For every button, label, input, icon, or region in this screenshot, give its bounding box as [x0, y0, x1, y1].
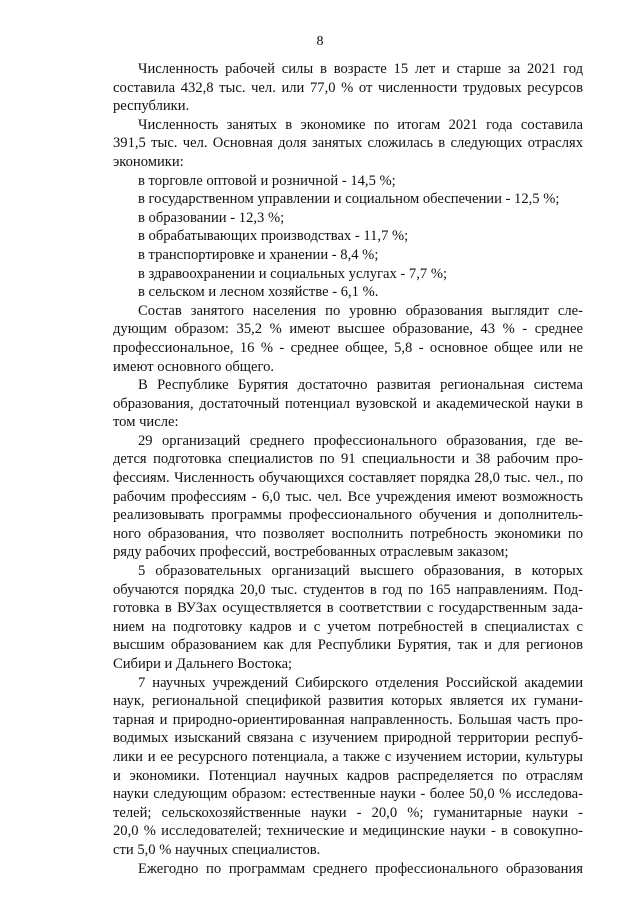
text-line: фессиям. Численность обучающихся составляет порядка 28,0 тыс. чел., по: [113, 470, 583, 487]
text-line: и экономики. Потенциал научных кадров распределяется по отраслям: [113, 767, 583, 784]
text-line: в сельском и лесном хозяйстве - 6,1 %.: [138, 284, 379, 301]
text-line: в торговле оптовой и розничной - 14,5 %;: [138, 172, 396, 189]
text-line: имеют основного общего.: [113, 358, 275, 375]
text-line: республики.: [113, 98, 190, 115]
text-line: рабочим профессиям - 6,0 тыс. чел. Все учреждения имеют возможность: [113, 488, 583, 505]
text-line: в транспортировке и хранении - 8,4 %;: [138, 246, 379, 263]
text-line: водимых изысканий связана с изучением природной территории респуб-: [113, 730, 583, 747]
text-line: реализовывать программы профессионального обучения и дополнитель-: [113, 507, 583, 524]
text-line: составила 432,8 тыс. чел. или 77,0 % от численности трудовых ресурсов: [113, 79, 583, 96]
text-line: В Республике Бурятия достаточно развитая региональная система: [138, 377, 583, 394]
text-line: лики и ее ресурсного потенциала, а также с изучением истории, культуры: [113, 748, 583, 765]
text-line: тарная и природно-ориентированная направленность. Большая часть про-: [113, 711, 583, 728]
text-line: в государственном управлении и социальном обеспечении - 12,5 %;: [138, 191, 560, 208]
text-line: Сибири и Дальнего Востока;: [113, 656, 293, 672]
text-line: нием на подготовку кадров и с учетом потребностей в специалистах с: [113, 618, 583, 635]
text-line: наук, региональной спецификой развития которых является их гумани-: [113, 693, 583, 710]
text-line: сти 5,0 % научных специалистов.: [113, 841, 321, 858]
page-number: 8: [316, 34, 324, 49]
text-line: ряду рабочих профессий, востребованных отраслевым заказом;: [113, 544, 509, 561]
text-line: 391,5 тыс. чел. Основная доля занятых сложилась в следующих отраслях: [113, 135, 583, 152]
text-line: обучаются порядка 20,0 тыс. студентов в год по 165 направлениям. Под-: [113, 581, 583, 598]
text-line: телей; сельскохозяйственные науки - 20,0 %; гуманитарные науки -: [113, 804, 583, 821]
text-line: дующим образом: 35,2 % имеют высшее образование, 43 % - среднее: [113, 321, 583, 338]
body-text: [113, 60, 583, 878]
text-line: профессиональное, 16 % - среднее общее, 5,8 - основное общее или не: [113, 339, 583, 356]
text-line: дется подготовка специалистов по 91 специальности и 38 рабочим про-: [113, 451, 583, 468]
text-line: Численность рабочей силы в возрасте 15 лет и старше за 2021 год: [138, 61, 583, 77]
text-line: Состав занятого населения по уровню образования выглядит сле-: [138, 302, 583, 319]
text-line: в образовании - 12,3 %;: [138, 209, 285, 226]
text-line: Ежегодно по программам среднего профессионального образования: [138, 860, 583, 877]
text-line: 7 научных учреждений Сибирского отделения Российской академии: [138, 674, 583, 691]
text-line: науки следующим образом: естественные науки - более 50,0 % исследова-: [113, 786, 583, 803]
text-line: экономики:: [113, 153, 184, 170]
text-line: готовка в ВУЗах осуществляется в соответствии с государственным зада-: [113, 600, 583, 617]
text-line: образования, достаточный потенциал вузовской и академической науки в: [113, 395, 583, 412]
text-line: 29 организаций среднего профессионального образования, где ве-: [138, 432, 583, 449]
text-line: 20,0 % исследователей; технические и медицинские науки - в совокупно-: [113, 823, 583, 840]
text-line: Численность занятых в экономике по итогам 2021 года составила: [138, 116, 583, 133]
text-line: высшим образованием как для Республики Бурятия, так и для регионов: [113, 637, 583, 654]
text-line: 5 образовательных организаций высшего образования, в которых: [138, 563, 583, 580]
text-line: ного образования, что позволяет восполнить потребность экономики по: [113, 525, 583, 542]
text-line: том числе:: [113, 414, 179, 431]
text-line: в обрабатывающих производствах - 11,7 %;: [138, 228, 409, 245]
text-line: в здравоохранении и социальных услугах - 7,7 %;: [138, 265, 448, 282]
